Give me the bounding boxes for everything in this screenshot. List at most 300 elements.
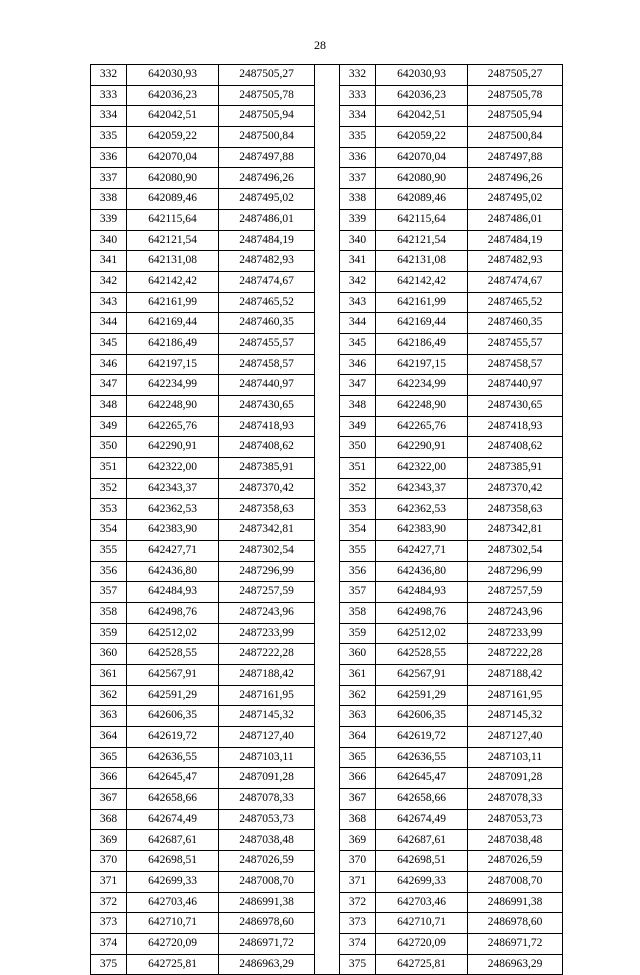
right-x-coordinate-cell: 642042,51 xyxy=(376,106,468,127)
left-y-coordinate-cell: 2486978,60 xyxy=(219,913,315,934)
table-row xyxy=(91,933,563,954)
left-x-coordinate-cell: 642591,29 xyxy=(127,685,219,706)
left-point-number-cell: 358 xyxy=(91,602,127,623)
right-point-number-cell: 355 xyxy=(340,540,376,561)
table-row xyxy=(91,789,563,810)
table-row xyxy=(91,830,563,851)
table-row xyxy=(91,354,563,375)
column-gap xyxy=(315,271,340,292)
column-gap xyxy=(315,147,340,168)
column-gap xyxy=(315,313,340,334)
left-point-number-cell: 346 xyxy=(91,354,127,375)
right-y-coordinate-cell: 2487103,11 xyxy=(468,747,563,768)
right-x-coordinate-cell: 642720,09 xyxy=(376,933,468,954)
left-x-coordinate-cell: 642362,53 xyxy=(127,499,219,520)
column-gap xyxy=(315,561,340,582)
table-row xyxy=(91,664,563,685)
right-y-coordinate-cell: 2487482,93 xyxy=(468,251,563,272)
table-row xyxy=(91,706,563,727)
column-gap xyxy=(315,189,340,210)
column-gap xyxy=(315,954,340,975)
right-x-coordinate-cell: 642265,76 xyxy=(376,416,468,437)
left-x-coordinate-cell: 642080,90 xyxy=(127,168,219,189)
table-row xyxy=(91,851,563,872)
left-y-coordinate-cell: 2487505,94 xyxy=(219,106,315,127)
left-x-coordinate-cell: 642169,44 xyxy=(127,313,219,334)
right-y-coordinate-cell: 2487418,93 xyxy=(468,416,563,437)
table-row xyxy=(91,209,563,230)
right-point-number-cell: 370 xyxy=(340,851,376,872)
left-y-coordinate-cell: 2487053,73 xyxy=(219,809,315,830)
right-y-coordinate-cell: 2487496,26 xyxy=(468,168,563,189)
coordinates-table-body xyxy=(91,65,563,975)
column-gap xyxy=(315,499,340,520)
left-y-coordinate-cell: 2487038,48 xyxy=(219,830,315,851)
right-x-coordinate-cell: 642290,91 xyxy=(376,437,468,458)
table-row xyxy=(91,623,563,644)
left-x-coordinate-cell: 642161,99 xyxy=(127,292,219,313)
table-row xyxy=(91,168,563,189)
left-y-coordinate-cell: 2487496,26 xyxy=(219,168,315,189)
left-y-coordinate-cell: 2487495,02 xyxy=(219,189,315,210)
left-x-coordinate-cell: 642248,90 xyxy=(127,396,219,417)
column-gap xyxy=(315,582,340,603)
right-point-number-cell: 371 xyxy=(340,871,376,892)
left-x-coordinate-cell: 642186,49 xyxy=(127,333,219,354)
left-point-number-cell: 352 xyxy=(91,478,127,499)
table-row xyxy=(91,106,563,127)
right-x-coordinate-cell: 642186,49 xyxy=(376,333,468,354)
column-gap xyxy=(315,789,340,810)
right-x-coordinate-cell: 642619,72 xyxy=(376,727,468,748)
left-x-coordinate-cell: 642687,61 xyxy=(127,830,219,851)
right-x-coordinate-cell: 642383,90 xyxy=(376,520,468,541)
right-point-number-cell: 333 xyxy=(340,85,376,106)
right-point-number-cell: 348 xyxy=(340,396,376,417)
left-x-coordinate-cell: 642528,55 xyxy=(127,644,219,665)
left-point-number-cell: 367 xyxy=(91,789,127,810)
left-x-coordinate-cell: 642197,15 xyxy=(127,354,219,375)
right-y-coordinate-cell: 2487296,99 xyxy=(468,561,563,582)
table-row xyxy=(91,147,563,168)
right-x-coordinate-cell: 642698,51 xyxy=(376,851,468,872)
right-y-coordinate-cell: 2487408,62 xyxy=(468,437,563,458)
table-row xyxy=(91,230,563,251)
right-x-coordinate-cell: 642427,71 xyxy=(376,540,468,561)
right-y-coordinate-cell: 2487495,02 xyxy=(468,189,563,210)
left-x-coordinate-cell: 642703,46 xyxy=(127,892,219,913)
table-row xyxy=(91,871,563,892)
left-y-coordinate-cell: 2487026,59 xyxy=(219,851,315,872)
right-x-coordinate-cell: 642703,46 xyxy=(376,892,468,913)
left-x-coordinate-cell: 642290,91 xyxy=(127,437,219,458)
left-point-number-cell: 362 xyxy=(91,685,127,706)
table-row xyxy=(91,458,563,479)
right-point-number-cell: 358 xyxy=(340,602,376,623)
right-y-coordinate-cell: 2487038,48 xyxy=(468,830,563,851)
left-point-number-cell: 351 xyxy=(91,458,127,479)
left-point-number-cell: 338 xyxy=(91,189,127,210)
column-gap xyxy=(315,106,340,127)
left-point-number-cell: 354 xyxy=(91,520,127,541)
right-point-number-cell: 343 xyxy=(340,292,376,313)
left-point-number-cell: 342 xyxy=(91,271,127,292)
right-y-coordinate-cell: 2487243,96 xyxy=(468,602,563,623)
table-row xyxy=(91,251,563,272)
left-point-number-cell: 344 xyxy=(91,313,127,334)
right-y-coordinate-cell: 2487505,78 xyxy=(468,85,563,106)
left-x-coordinate-cell: 642089,46 xyxy=(127,189,219,210)
column-gap xyxy=(315,809,340,830)
right-point-number-cell: 336 xyxy=(340,147,376,168)
column-gap xyxy=(315,706,340,727)
table-row xyxy=(91,540,563,561)
left-x-coordinate-cell: 642383,90 xyxy=(127,520,219,541)
left-y-coordinate-cell: 2487145,32 xyxy=(219,706,315,727)
right-x-coordinate-cell: 642528,55 xyxy=(376,644,468,665)
right-y-coordinate-cell: 2486991,38 xyxy=(468,892,563,913)
left-y-coordinate-cell: 2487188,42 xyxy=(219,664,315,685)
right-y-coordinate-cell: 2487465,52 xyxy=(468,292,563,313)
left-point-number-cell: 337 xyxy=(91,168,127,189)
right-point-number-cell: 335 xyxy=(340,127,376,148)
right-y-coordinate-cell: 2487127,40 xyxy=(468,727,563,748)
column-gap xyxy=(315,644,340,665)
right-x-coordinate-cell: 642322,00 xyxy=(376,458,468,479)
column-gap xyxy=(315,416,340,437)
right-x-coordinate-cell: 642636,55 xyxy=(376,747,468,768)
right-y-coordinate-cell: 2487505,27 xyxy=(468,65,563,86)
left-point-number-cell: 369 xyxy=(91,830,127,851)
right-y-coordinate-cell: 2487455,57 xyxy=(468,333,563,354)
left-y-coordinate-cell: 2487127,40 xyxy=(219,727,315,748)
left-x-coordinate-cell: 642512,02 xyxy=(127,623,219,644)
column-gap xyxy=(315,933,340,954)
left-point-number-cell: 336 xyxy=(91,147,127,168)
right-x-coordinate-cell: 642606,35 xyxy=(376,706,468,727)
left-x-coordinate-cell: 642427,71 xyxy=(127,540,219,561)
right-y-coordinate-cell: 2487145,32 xyxy=(468,706,563,727)
left-y-coordinate-cell: 2487505,27 xyxy=(219,65,315,86)
right-point-number-cell: 357 xyxy=(340,582,376,603)
left-point-number-cell: 374 xyxy=(91,933,127,954)
table-row xyxy=(91,892,563,913)
left-point-number-cell: 339 xyxy=(91,209,127,230)
right-point-number-cell: 356 xyxy=(340,561,376,582)
left-x-coordinate-cell: 642567,91 xyxy=(127,664,219,685)
right-y-coordinate-cell: 2487078,33 xyxy=(468,789,563,810)
right-y-coordinate-cell: 2487008,70 xyxy=(468,871,563,892)
right-x-coordinate-cell: 642161,99 xyxy=(376,292,468,313)
left-y-coordinate-cell: 2486991,38 xyxy=(219,892,315,913)
table-row xyxy=(91,313,563,334)
table-row xyxy=(91,913,563,934)
left-point-number-cell: 332 xyxy=(91,65,127,86)
right-x-coordinate-cell: 642591,29 xyxy=(376,685,468,706)
right-x-coordinate-cell: 642645,47 xyxy=(376,768,468,789)
column-gap xyxy=(315,747,340,768)
column-gap xyxy=(315,85,340,106)
left-y-coordinate-cell: 2487497,88 xyxy=(219,147,315,168)
left-y-coordinate-cell: 2487500,84 xyxy=(219,127,315,148)
left-point-number-cell: 373 xyxy=(91,913,127,934)
right-y-coordinate-cell: 2487188,42 xyxy=(468,664,563,685)
right-y-coordinate-cell: 2487091,28 xyxy=(468,768,563,789)
right-point-number-cell: 374 xyxy=(340,933,376,954)
left-point-number-cell: 357 xyxy=(91,582,127,603)
left-y-coordinate-cell: 2487482,93 xyxy=(219,251,315,272)
left-x-coordinate-cell: 642710,71 xyxy=(127,913,219,934)
table-row xyxy=(91,809,563,830)
column-gap xyxy=(315,458,340,479)
table-row xyxy=(91,602,563,623)
left-y-coordinate-cell: 2487243,96 xyxy=(219,602,315,623)
left-point-number-cell: 353 xyxy=(91,499,127,520)
left-x-coordinate-cell: 642142,42 xyxy=(127,271,219,292)
table-row xyxy=(91,685,563,706)
right-y-coordinate-cell: 2487161,95 xyxy=(468,685,563,706)
table-row xyxy=(91,333,563,354)
left-point-number-cell: 334 xyxy=(91,106,127,127)
left-x-coordinate-cell: 642619,72 xyxy=(127,727,219,748)
right-y-coordinate-cell: 2487257,59 xyxy=(468,582,563,603)
right-y-coordinate-cell: 2487440,97 xyxy=(468,375,563,396)
column-gap xyxy=(315,540,340,561)
left-point-number-cell: 355 xyxy=(91,540,127,561)
right-y-coordinate-cell: 2487430,65 xyxy=(468,396,563,417)
left-point-number-cell: 340 xyxy=(91,230,127,251)
left-point-number-cell: 361 xyxy=(91,664,127,685)
right-x-coordinate-cell: 642070,04 xyxy=(376,147,468,168)
right-x-coordinate-cell: 642498,76 xyxy=(376,602,468,623)
column-gap xyxy=(315,333,340,354)
right-x-coordinate-cell: 642699,33 xyxy=(376,871,468,892)
right-point-number-cell: 339 xyxy=(340,209,376,230)
left-x-coordinate-cell: 642606,35 xyxy=(127,706,219,727)
table-row xyxy=(91,437,563,458)
left-y-coordinate-cell: 2487008,70 xyxy=(219,871,315,892)
right-x-coordinate-cell: 642131,08 xyxy=(376,251,468,272)
right-y-coordinate-cell: 2487474,67 xyxy=(468,271,563,292)
left-x-coordinate-cell: 642720,09 xyxy=(127,933,219,954)
right-x-coordinate-cell: 642197,15 xyxy=(376,354,468,375)
right-point-number-cell: 373 xyxy=(340,913,376,934)
column-gap xyxy=(315,230,340,251)
left-y-coordinate-cell: 2487222,28 xyxy=(219,644,315,665)
table-row xyxy=(91,189,563,210)
left-x-coordinate-cell: 642343,37 xyxy=(127,478,219,499)
right-point-number-cell: 375 xyxy=(340,954,376,975)
right-y-coordinate-cell: 2487370,42 xyxy=(468,478,563,499)
right-y-coordinate-cell: 2487486,01 xyxy=(468,209,563,230)
right-x-coordinate-cell: 642512,02 xyxy=(376,623,468,644)
right-x-coordinate-cell: 642710,71 xyxy=(376,913,468,934)
left-x-coordinate-cell: 642658,66 xyxy=(127,789,219,810)
table-row xyxy=(91,396,563,417)
right-x-coordinate-cell: 642036,23 xyxy=(376,85,468,106)
left-x-coordinate-cell: 642645,47 xyxy=(127,768,219,789)
left-y-coordinate-cell: 2487078,33 xyxy=(219,789,315,810)
right-point-number-cell: 364 xyxy=(340,727,376,748)
table-row xyxy=(91,644,563,665)
left-x-coordinate-cell: 642121,54 xyxy=(127,230,219,251)
column-gap xyxy=(315,913,340,934)
table-row xyxy=(91,375,563,396)
column-gap xyxy=(315,437,340,458)
left-x-coordinate-cell: 642436,80 xyxy=(127,561,219,582)
right-point-number-cell: 349 xyxy=(340,416,376,437)
left-y-coordinate-cell: 2487161,95 xyxy=(219,685,315,706)
left-y-coordinate-cell: 2486971,72 xyxy=(219,933,315,954)
column-gap xyxy=(315,478,340,499)
right-point-number-cell: 353 xyxy=(340,499,376,520)
column-gap xyxy=(315,685,340,706)
right-x-coordinate-cell: 642030,93 xyxy=(376,65,468,86)
right-y-coordinate-cell: 2487222,28 xyxy=(468,644,563,665)
left-x-coordinate-cell: 642484,93 xyxy=(127,582,219,603)
column-gap xyxy=(315,292,340,313)
table-row xyxy=(91,416,563,437)
table-row xyxy=(91,271,563,292)
coordinates-table xyxy=(90,64,563,975)
right-point-number-cell: 352 xyxy=(340,478,376,499)
left-x-coordinate-cell: 642698,51 xyxy=(127,851,219,872)
left-y-coordinate-cell: 2487103,11 xyxy=(219,747,315,768)
left-y-coordinate-cell: 2487233,99 xyxy=(219,623,315,644)
left-point-number-cell: 372 xyxy=(91,892,127,913)
left-y-coordinate-cell: 2487430,65 xyxy=(219,396,315,417)
right-x-coordinate-cell: 642089,46 xyxy=(376,189,468,210)
right-x-coordinate-cell: 642169,44 xyxy=(376,313,468,334)
column-gap xyxy=(315,375,340,396)
table-row xyxy=(91,520,563,541)
left-x-coordinate-cell: 642265,76 xyxy=(127,416,219,437)
left-point-number-cell: 371 xyxy=(91,871,127,892)
right-point-number-cell: 351 xyxy=(340,458,376,479)
right-x-coordinate-cell: 642725,81 xyxy=(376,954,468,975)
right-point-number-cell: 338 xyxy=(340,189,376,210)
column-gap xyxy=(315,851,340,872)
right-point-number-cell: 366 xyxy=(340,768,376,789)
left-x-coordinate-cell: 642131,08 xyxy=(127,251,219,272)
left-point-number-cell: 347 xyxy=(91,375,127,396)
page-number: 28 xyxy=(314,38,326,52)
right-y-coordinate-cell: 2487484,19 xyxy=(468,230,563,251)
right-point-number-cell: 354 xyxy=(340,520,376,541)
right-point-number-cell: 337 xyxy=(340,168,376,189)
right-point-number-cell: 345 xyxy=(340,333,376,354)
right-x-coordinate-cell: 642687,61 xyxy=(376,830,468,851)
left-x-coordinate-cell: 642030,93 xyxy=(127,65,219,86)
column-gap xyxy=(315,520,340,541)
left-x-coordinate-cell: 642036,23 xyxy=(127,85,219,106)
left-y-coordinate-cell: 2487460,35 xyxy=(219,313,315,334)
left-point-number-cell: 364 xyxy=(91,727,127,748)
table-row xyxy=(91,582,563,603)
column-gap xyxy=(315,768,340,789)
right-x-coordinate-cell: 642080,90 xyxy=(376,168,468,189)
left-x-coordinate-cell: 642498,76 xyxy=(127,602,219,623)
right-point-number-cell: 342 xyxy=(340,271,376,292)
right-y-coordinate-cell: 2487497,88 xyxy=(468,147,563,168)
table-row xyxy=(91,65,563,86)
right-point-number-cell: 369 xyxy=(340,830,376,851)
left-y-coordinate-cell: 2487302,54 xyxy=(219,540,315,561)
right-y-coordinate-cell: 2487500,84 xyxy=(468,127,563,148)
right-point-number-cell: 372 xyxy=(340,892,376,913)
column-gap xyxy=(315,871,340,892)
left-x-coordinate-cell: 642042,51 xyxy=(127,106,219,127)
right-point-number-cell: 363 xyxy=(340,706,376,727)
table-row xyxy=(91,768,563,789)
right-y-coordinate-cell: 2486978,60 xyxy=(468,913,563,934)
left-x-coordinate-cell: 642725,81 xyxy=(127,954,219,975)
right-point-number-cell: 362 xyxy=(340,685,376,706)
right-y-coordinate-cell: 2487342,81 xyxy=(468,520,563,541)
right-y-coordinate-cell: 2487026,59 xyxy=(468,851,563,872)
column-gap xyxy=(315,602,340,623)
left-point-number-cell: 345 xyxy=(91,333,127,354)
right-point-number-cell: 346 xyxy=(340,354,376,375)
right-y-coordinate-cell: 2487458,57 xyxy=(468,354,563,375)
right-x-coordinate-cell: 642115,64 xyxy=(376,209,468,230)
right-point-number-cell: 334 xyxy=(340,106,376,127)
left-y-coordinate-cell: 2487484,19 xyxy=(219,230,315,251)
right-x-coordinate-cell: 642248,90 xyxy=(376,396,468,417)
left-point-number-cell: 333 xyxy=(91,85,127,106)
right-x-coordinate-cell: 642436,80 xyxy=(376,561,468,582)
right-x-coordinate-cell: 642674,49 xyxy=(376,809,468,830)
column-gap xyxy=(315,396,340,417)
left-x-coordinate-cell: 642322,00 xyxy=(127,458,219,479)
left-y-coordinate-cell: 2487505,78 xyxy=(219,85,315,106)
right-point-number-cell: 340 xyxy=(340,230,376,251)
table-row xyxy=(91,127,563,148)
left-point-number-cell: 365 xyxy=(91,747,127,768)
left-x-coordinate-cell: 642059,22 xyxy=(127,127,219,148)
table-row xyxy=(91,727,563,748)
column-gap xyxy=(315,168,340,189)
left-y-coordinate-cell: 2487486,01 xyxy=(219,209,315,230)
right-y-coordinate-cell: 2487358,63 xyxy=(468,499,563,520)
right-y-coordinate-cell: 2486971,72 xyxy=(468,933,563,954)
right-point-number-cell: 341 xyxy=(340,251,376,272)
right-x-coordinate-cell: 642484,93 xyxy=(376,582,468,603)
left-point-number-cell: 335 xyxy=(91,127,127,148)
right-point-number-cell: 344 xyxy=(340,313,376,334)
left-x-coordinate-cell: 642070,04 xyxy=(127,147,219,168)
left-y-coordinate-cell: 2487358,63 xyxy=(219,499,315,520)
right-point-number-cell: 347 xyxy=(340,375,376,396)
column-gap xyxy=(315,727,340,748)
right-x-coordinate-cell: 642121,54 xyxy=(376,230,468,251)
left-y-coordinate-cell: 2487440,97 xyxy=(219,375,315,396)
left-y-coordinate-cell: 2487408,62 xyxy=(219,437,315,458)
right-y-coordinate-cell: 2487233,99 xyxy=(468,623,563,644)
left-point-number-cell: 359 xyxy=(91,623,127,644)
left-y-coordinate-cell: 2487385,91 xyxy=(219,458,315,479)
right-y-coordinate-cell: 2487505,94 xyxy=(468,106,563,127)
left-y-coordinate-cell: 2487465,52 xyxy=(219,292,315,313)
right-x-coordinate-cell: 642234,99 xyxy=(376,375,468,396)
right-y-coordinate-cell: 2487460,35 xyxy=(468,313,563,334)
left-point-number-cell: 375 xyxy=(91,954,127,975)
right-x-coordinate-cell: 642059,22 xyxy=(376,127,468,148)
left-point-number-cell: 356 xyxy=(91,561,127,582)
left-y-coordinate-cell: 2487091,28 xyxy=(219,768,315,789)
right-y-coordinate-cell: 2486963,29 xyxy=(468,954,563,975)
left-x-coordinate-cell: 642234,99 xyxy=(127,375,219,396)
